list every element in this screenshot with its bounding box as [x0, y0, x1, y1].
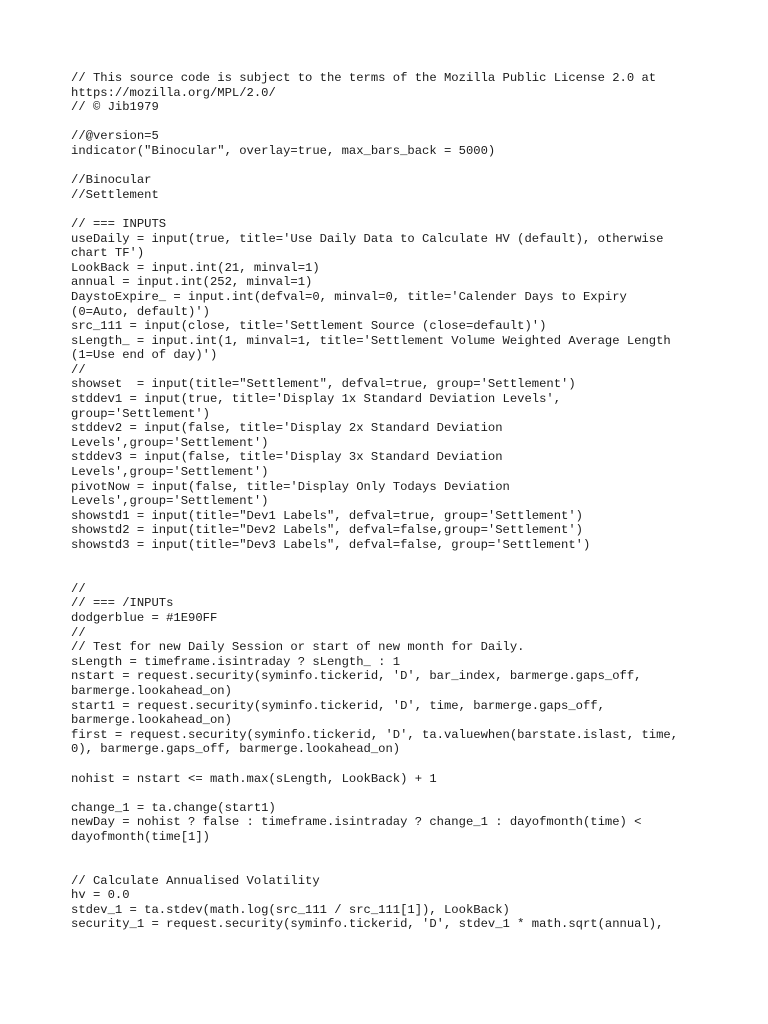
code-line: dayofmonth(time[1]) — [71, 829, 210, 844]
code-line: stddev2 = input(false, title='Display 2x Standard Deviation — [71, 421, 503, 436]
code-line: // === INPUTS — [71, 216, 167, 231]
code-line — [71, 553, 711, 568]
code-line: barmerge.lookahead_on) — [71, 713, 232, 728]
code-line: DaystoExpire_ = input.int(defval=0, minval=0, title='Calender Days to Expiry — [71, 289, 627, 304]
code-line: showstd1 = input(title="Dev1 Labels", defval=true, group='Settlement') — [71, 508, 583, 523]
code-line: 0), barmerge.gaps_off, barmerge.lookahead_on) — [71, 742, 401, 757]
code-line: showstd3 = input(title="Dev3 Labels", defval=false, group='Settlement') — [71, 538, 591, 552]
code-line: useDaily = input(true, title='Use Daily Data to Calculate HV (default), otherwise — [71, 231, 664, 246]
code-line — [71, 115, 711, 130]
code-line: group='Settlement') — [71, 406, 210, 421]
code-line: hv = 0.0 — [71, 888, 130, 903]
code-line: dodgerblue = #1E90FF — [71, 610, 218, 625]
code-line: // — [71, 362, 86, 377]
code-line: nohist = nstart <= math.max(sLength, LookBack) + 1 — [71, 771, 437, 786]
code-line: Levels',group='Settlement') — [71, 494, 269, 509]
code-line: // This source code is subject to the terms of the Mozilla Public License 2.0 at — [71, 71, 657, 85]
code-line: (0=Auto, default)') — [71, 304, 210, 319]
code-line: stddev1 = input(true, title='Display 1x Standard Deviation Levels', — [71, 392, 562, 407]
code-line — [71, 757, 711, 772]
code-line: chart TF') — [71, 246, 145, 261]
code-line: newDay = nohist ? false : timeframe.isintraday ? change_1 : dayofmonth(time) < — [71, 815, 642, 830]
code-line: //Settlement — [71, 187, 159, 202]
code-line: security_1 = request.security(syminfo.tickerid, 'D', stdev_1 * math.sqrt(annual), — [71, 917, 664, 932]
code-line: (1=Use end of day)') — [71, 348, 218, 363]
code-line — [71, 567, 711, 582]
code-line: stddev3 = input(false, title='Display 3x Standard Deviation — [71, 450, 503, 465]
code-line: // Test for new Daily Session or start of new month for Daily. — [71, 640, 525, 655]
code-line: indicator("Binocular", overlay=true, max_bars_back = 5000) — [71, 143, 496, 158]
code-line: Levels',group='Settlement') — [71, 435, 269, 450]
code-line: first = request.security(syminfo.tickerid, 'D', ta.valuewhen(barstate.islast, time, — [71, 727, 679, 742]
code-line: https://mozilla.org/MPL/2.0/ — [71, 85, 276, 100]
code-line: LookBack = input.int(21, minval=1) — [71, 260, 320, 275]
code-line: //@version=5 — [71, 129, 159, 144]
code-line — [71, 202, 711, 217]
code-line — [71, 859, 711, 874]
code-line: src_111 = input(close, title='Settlement Source (close=default)') — [71, 319, 547, 334]
code-line: // © Jib1979 — [71, 100, 159, 115]
code-line: start1 = request.security(syminfo.tickerid, 'D', time, barmerge.gaps_off, — [71, 698, 605, 713]
code-line: barmerge.lookahead_on) — [71, 683, 232, 698]
code-line: Levels',group='Settlement') — [71, 465, 269, 480]
code-line: pivotNow = input(false, title='Display Only Todays Deviation — [71, 479, 510, 494]
code-line: // — [71, 581, 86, 596]
code-line — [71, 159, 711, 174]
code-line: showset = input(title="Settlement", defval=true, group='Settlement') — [71, 377, 576, 392]
code-line: stdev_1 = ta.stdev(math.log(src_111 / src_111[1]), LookBack) — [71, 902, 510, 917]
code-line: nstart = request.security(syminfo.tickerid, 'D', bar_index, barmerge.gaps_off, — [71, 669, 642, 684]
code-line: sLength_ = input.int(1, minval=1, title='Settlement Volume Weighted Average Length — [71, 333, 671, 348]
code-line: annual = input.int(252, minval=1) — [71, 275, 313, 290]
code-line — [71, 786, 711, 801]
code-line: // Calculate Annualised Volatility — [71, 873, 320, 888]
code-line: showstd2 = input(title="Dev2 Labels", defval=false,group='Settlement') — [71, 523, 583, 538]
code-line: //Binocular — [71, 173, 152, 188]
code-line: sLength = timeframe.isintraday ? sLength_ : 1 — [71, 654, 401, 669]
code-line: change_1 = ta.change(start1) — [71, 800, 276, 815]
code-line — [71, 844, 711, 859]
code-line: // === /INPUTs — [71, 596, 174, 611]
source-code-block — [71, 71, 711, 932]
code-line: // — [71, 625, 86, 640]
